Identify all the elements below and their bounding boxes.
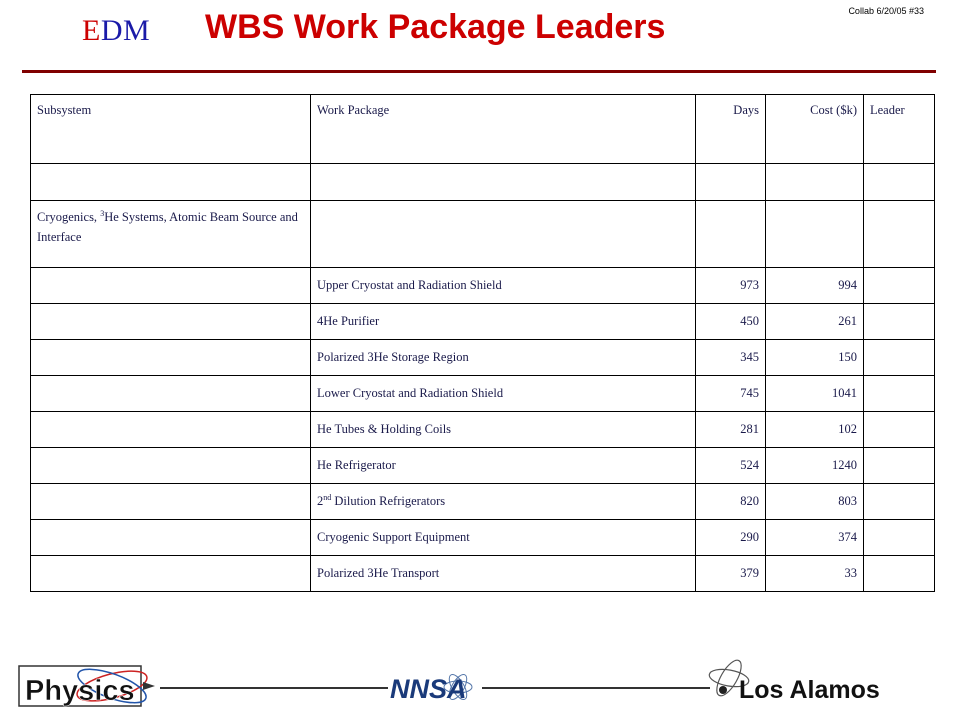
cost-cell: 994 [766, 268, 864, 304]
work-package-cell: 2nd Dilution Refrigerators [311, 484, 696, 520]
header-cost: Cost ($k) [766, 95, 864, 164]
cost-cell: 33 [766, 556, 864, 592]
footer-rule-left [160, 687, 388, 689]
table-row [31, 412, 935, 448]
days-cell: 379 [696, 556, 766, 592]
cost-cell: 1041 [766, 376, 864, 412]
header-leader: Leader [864, 95, 935, 164]
leader-cell [864, 484, 935, 520]
work-package-cell: Polarized 3He Transport [311, 556, 696, 592]
edm-logo-dm: DM [100, 14, 151, 47]
nnsa-logo [388, 670, 480, 704]
table-row [31, 448, 935, 484]
page-title: WBS Work Package Leaders [205, 8, 666, 46]
edm-logo [82, 14, 150, 48]
slide-id: Collab 6/20/05 #33 [848, 6, 924, 16]
table-row [31, 340, 935, 376]
cost-cell: 150 [766, 340, 864, 376]
leader-cell [864, 556, 935, 592]
days-cell: 745 [696, 376, 766, 412]
title-rule [22, 70, 936, 73]
table-row [31, 556, 935, 592]
work-package-cell: Cryogenic Support Equipment [311, 520, 696, 556]
cost-cell: 261 [766, 304, 864, 340]
table-row-blank [31, 164, 935, 201]
leader-cell [864, 340, 935, 376]
work-package-cell: Upper Cryostat and Radiation Shield [311, 268, 696, 304]
leader-cell [864, 304, 935, 340]
work-package-cell: He Refrigerator [311, 448, 696, 484]
days-cell: 345 [696, 340, 766, 376]
cost-cell: 803 [766, 484, 864, 520]
work-package-cell: He Tubes & Holding Coils [311, 412, 696, 448]
days-cell: 281 [696, 412, 766, 448]
work-package-cell: Lower Cryostat and Radiation Shield [311, 376, 696, 412]
cost-cell: 374 [766, 520, 864, 556]
days-cell: 820 [696, 484, 766, 520]
days-cell: 290 [696, 520, 766, 556]
days-cell: 450 [696, 304, 766, 340]
table-row [31, 304, 935, 340]
los-alamos-logo [705, 648, 885, 708]
edm-logo-e: E [82, 14, 101, 47]
leader-cell [864, 448, 935, 484]
days-cell: 973 [696, 268, 766, 304]
table-row [31, 376, 935, 412]
table-row [31, 484, 935, 520]
header-work-package: Work Package [311, 95, 696, 164]
subsystem-cell: Cryogenics, $^3$He Systems, Atomic Beam Source and Interface [31, 201, 311, 268]
los-alamos-logo-text: Los Alamos [739, 676, 880, 704]
work-package-cell: Polarized 3He Storage Region [311, 340, 696, 376]
leader-cell [864, 268, 935, 304]
header-days: Days [696, 95, 766, 164]
cost-cell: 102 [766, 412, 864, 448]
table-row [31, 268, 935, 304]
table-row [31, 520, 935, 556]
leader-cell [864, 412, 935, 448]
work-package-cell: 4He Purifier [311, 304, 696, 340]
table-row-subsystem [31, 201, 935, 268]
wbs-table [30, 94, 935, 592]
nnsa-logo-text: NNSA [390, 674, 467, 704]
physics-logo [17, 660, 157, 712]
header-subsystem: Subsystem [31, 95, 311, 164]
footer-rule-right [482, 687, 710, 689]
leader-cell [864, 520, 935, 556]
physics-logo-text: Physics [25, 675, 135, 707]
table-header-row [31, 95, 935, 164]
days-cell: 524 [696, 448, 766, 484]
cost-cell: 1240 [766, 448, 864, 484]
leader-cell [864, 376, 935, 412]
